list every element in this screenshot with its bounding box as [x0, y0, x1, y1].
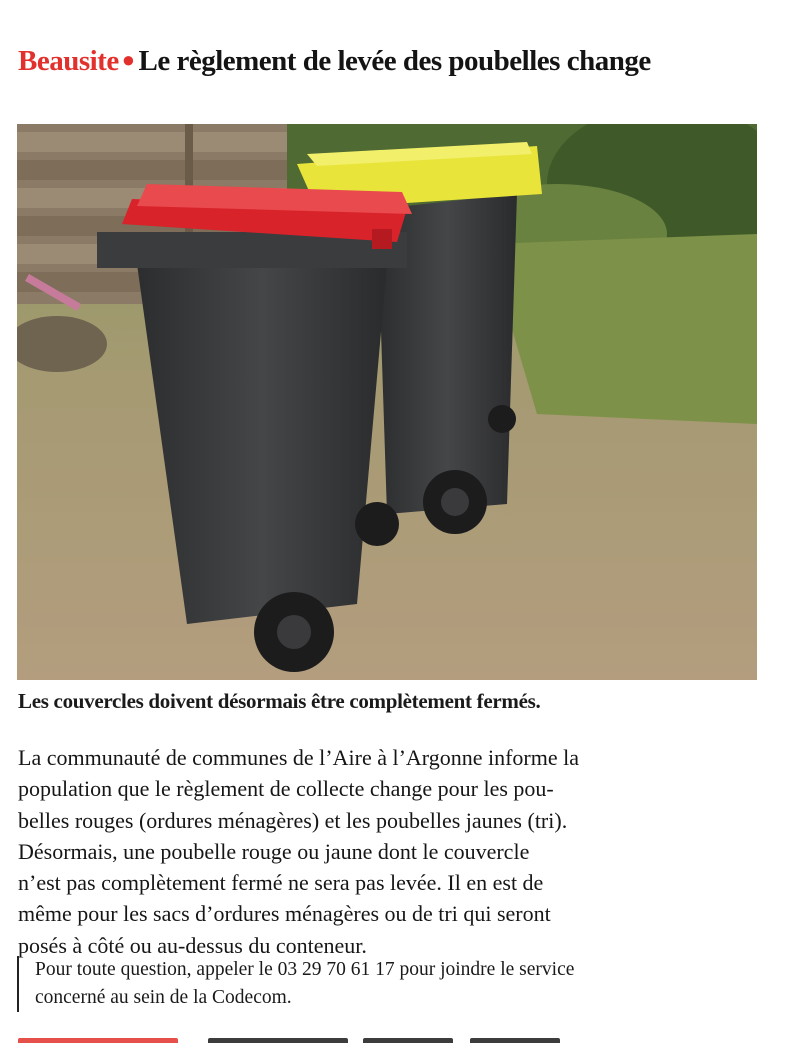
- next-article-headline-cropped: [18, 1030, 778, 1043]
- body-line: population que le règlement de collecte change pour les pou-: [18, 776, 554, 802]
- next-headline-text: [470, 1038, 560, 1043]
- next-headline-accent: [18, 1038, 178, 1043]
- contact-line: concerné au sein de la Codecom.: [35, 987, 292, 1008]
- contact-line: Pour toute question, appeler le 03 29 70 61 17 pour joindre le service: [35, 959, 575, 980]
- body-line: même pour les sacs d’ordures ménagères ou de tri qui seront: [18, 901, 551, 927]
- body-line: belles rouges (ordures ménagères) et les poubelles jaunes (tri).: [18, 807, 568, 833]
- contact-info: [17, 956, 787, 1012]
- article-photo: [17, 124, 757, 680]
- next-headline-text: [363, 1038, 453, 1043]
- body-line: posés à côté ou au-dessus du conteneur.: [18, 932, 367, 958]
- next-headline-text: [208, 1038, 348, 1043]
- body-line: La communauté de communes de l’Aire à l’Argonne informe la: [18, 745, 580, 770]
- body-line: n’est pas complètement fermé ne sera pas levée. Il en est de: [18, 870, 544, 896]
- article-body: [18, 742, 770, 961]
- body-line: Désormais, une poubelle rouge ou jaune dont le couvercle: [18, 838, 530, 864]
- article-headline: [18, 40, 778, 81]
- bullet-separator: ●: [121, 47, 135, 72]
- locality-label: Beausite: [18, 45, 119, 77]
- article-title: Le règlement de levée des poubelles change: [138, 45, 651, 77]
- photo-caption: Les couvercles doivent désormais être complètement fermés.: [18, 689, 541, 713]
- wheelie-bins-illustration: [17, 124, 757, 680]
